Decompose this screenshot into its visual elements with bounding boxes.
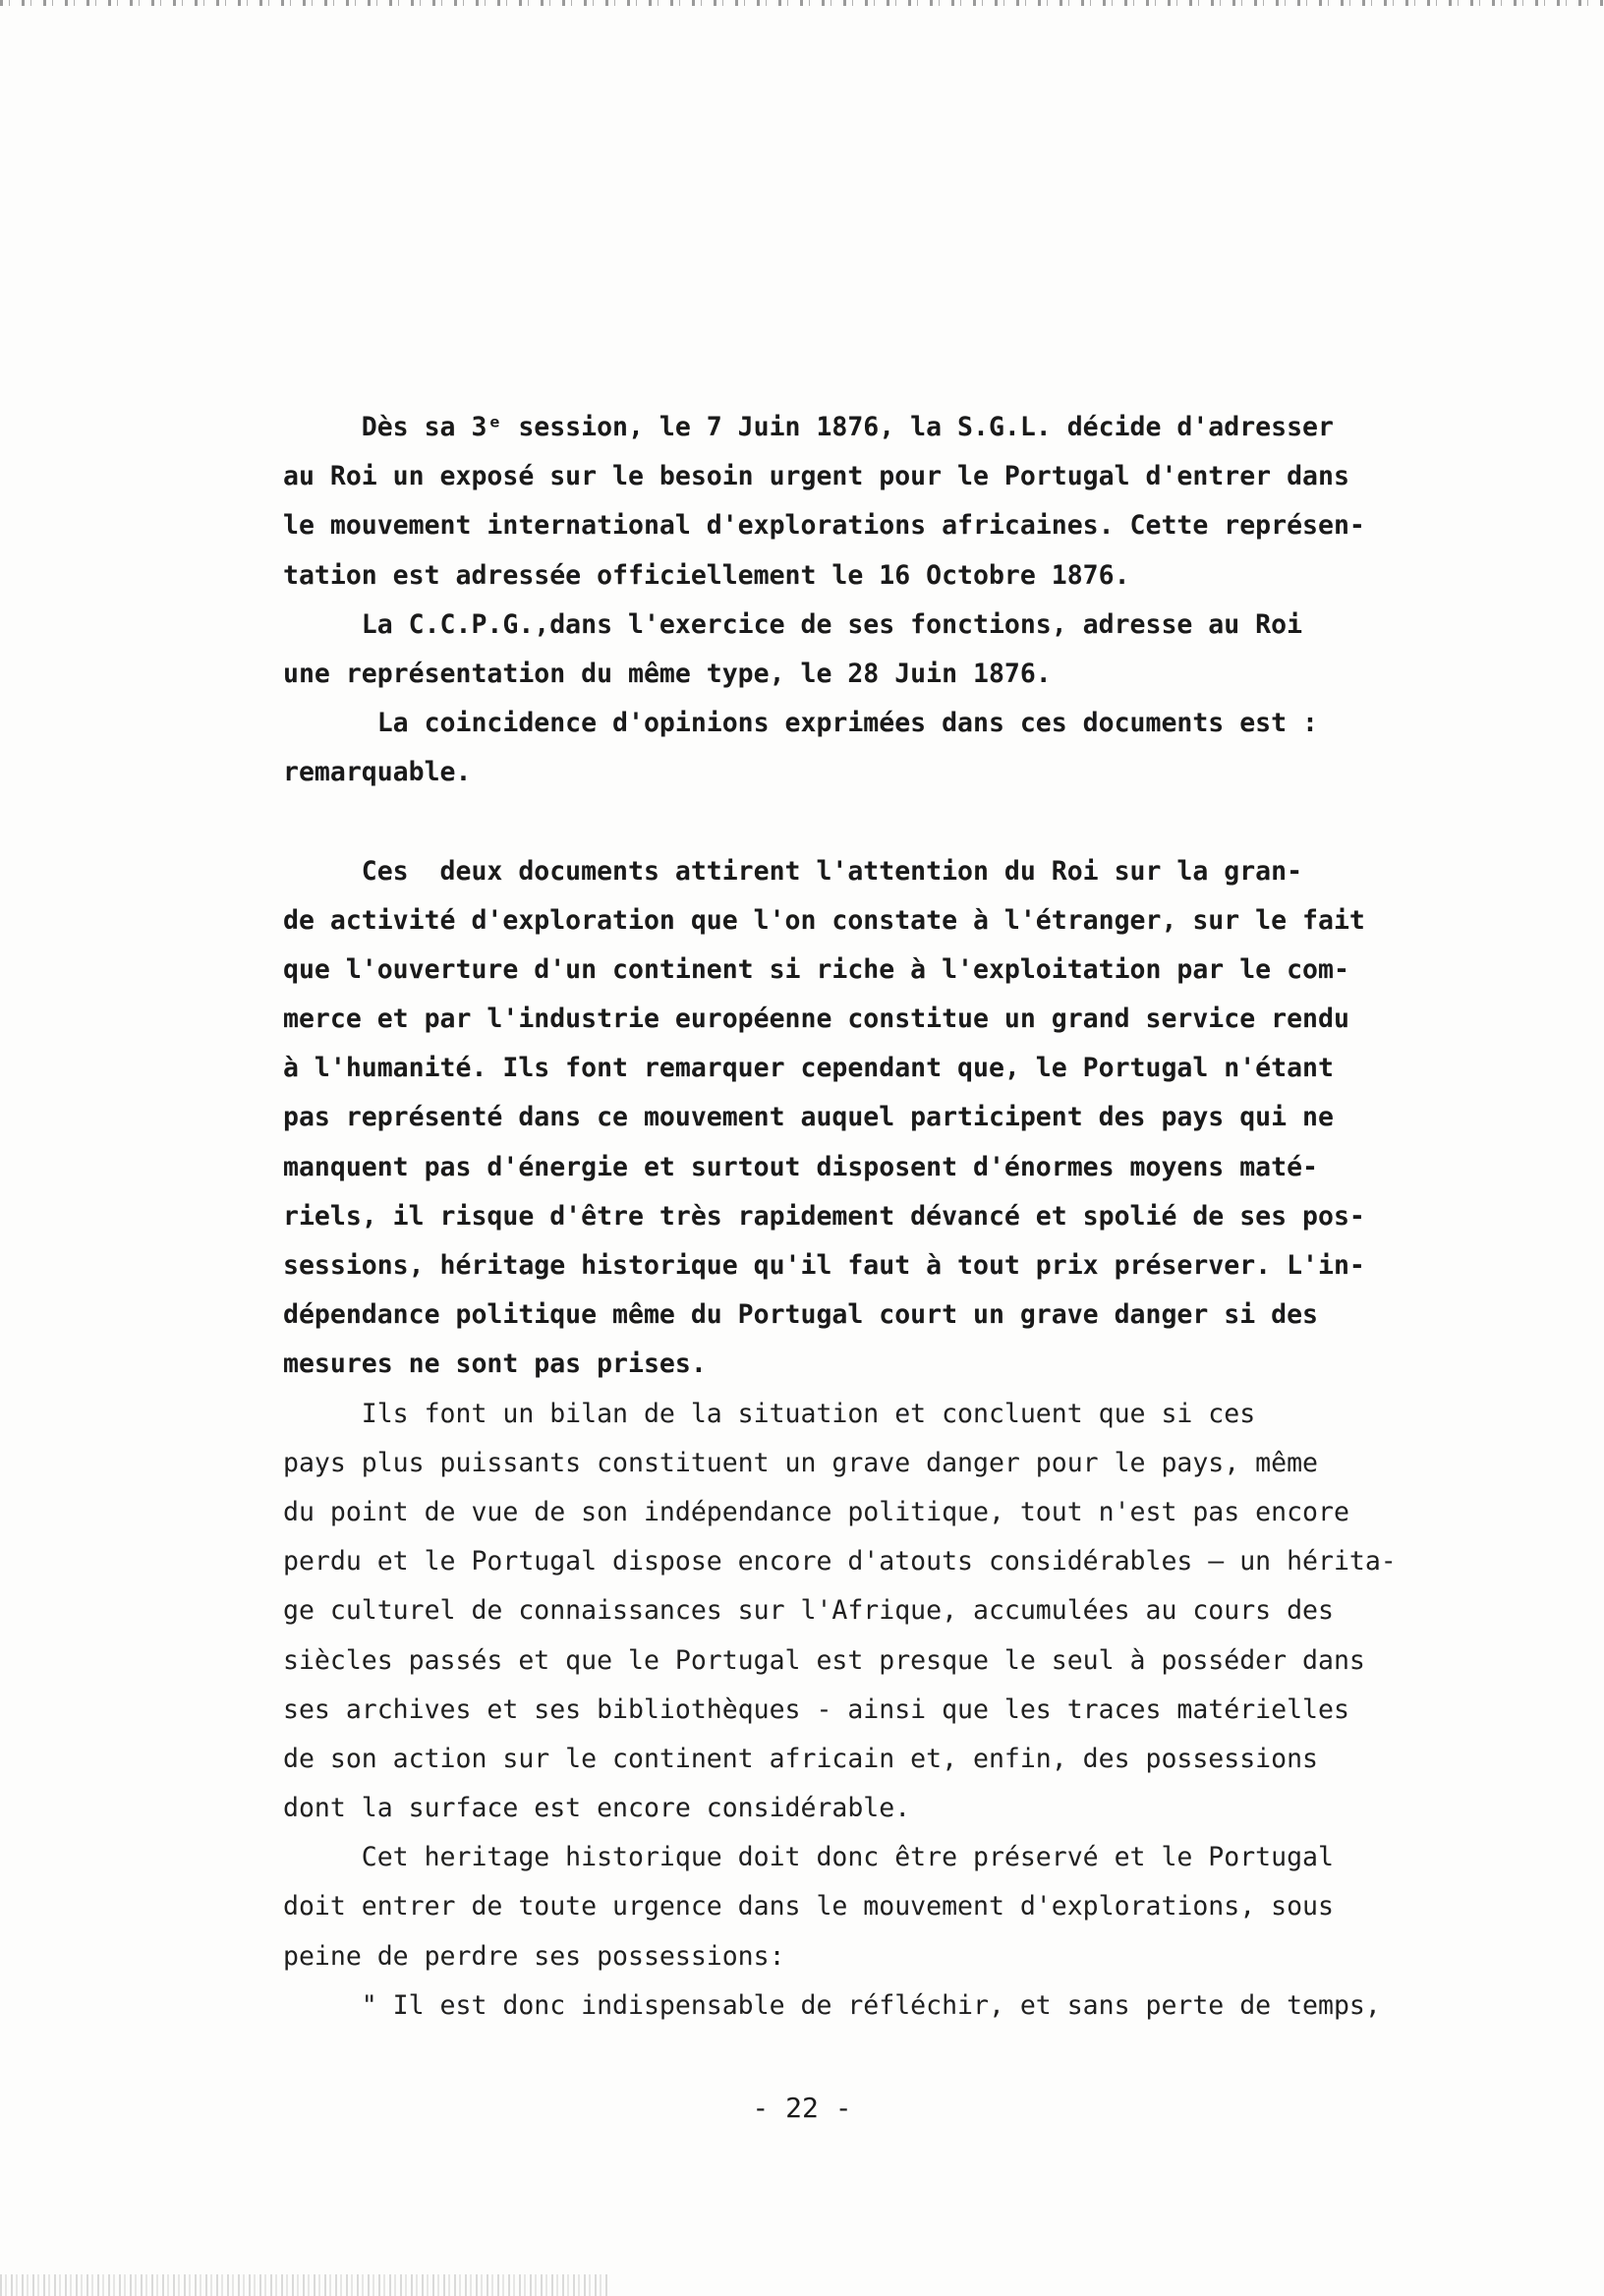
text-line: Cet heritage historique doit donc être préservé et le Portugal — [283, 1842, 1334, 1873]
text-line: Ils font un bilan de la situation et concluent que si ces — [283, 1398, 1256, 1429]
paragraph-p7 — [283, 1981, 1492, 2031]
text-line: mesures ne sont pas prises. — [283, 1349, 707, 1380]
text-line: de activité d'exploration que l'on constate à l'étranger, sur le fait — [283, 904, 1365, 936]
text-line: La C.C.P.G.,dans l'exercice de ses fonctions, adresse au Roi — [283, 608, 1303, 640]
text-line: une représentation du même type, le 28 Juin 1876. — [283, 658, 1052, 689]
text-line: riels, il risque d'être très rapidement dévancé et spolié de ses pos- — [283, 1200, 1365, 1232]
text-line: à l'humanité. Ils font remarquer cependant que, le Portugal n'étant — [283, 1053, 1334, 1084]
paragraph-p3 — [283, 699, 1492, 797]
text-line: du point de vue de son indépendance politique, tout n'est pas encore — [283, 1496, 1349, 1527]
text-line: de son action sur le continent africain et, enfin, des possessions — [283, 1743, 1318, 1774]
text-line: dépendance politique même du Portugal court un grave danger si des — [283, 1299, 1318, 1331]
document-body — [283, 403, 1492, 2031]
paragraph-p6 — [283, 1833, 1492, 1981]
text-line: remarquable. — [283, 757, 472, 788]
text-line: perdu et le Portugal dispose encore d'atouts considérables — un hérita- — [283, 1546, 1397, 1578]
paragraph-p2 — [283, 601, 1492, 699]
text-line: pays plus puissants constituent un grave danger pour le pays, même — [283, 1447, 1318, 1478]
text-line: Ces deux documents attirent l'attention du Roi sur la gran- — [283, 855, 1303, 887]
text-line: le mouvement international d'explorations africaines. Cette représen- — [283, 510, 1365, 542]
paragraph-p5 — [283, 1390, 1492, 1834]
text-line: au Roi un exposé sur le besoin urgent pour le Portugal d'entrer dans — [283, 461, 1349, 492]
text-line: manquent pas d'énergie et surtout disposent d'énormes moyens maté- — [283, 1151, 1318, 1182]
text-line: dont la surface est encore considérable. — [283, 1793, 911, 1824]
paragraph-gap — [283, 798, 1492, 847]
text-line: " Il est donc indispensable de réfléchir, et sans perte de temps, — [283, 1989, 1381, 2021]
paragraph-p4 — [283, 847, 1492, 1390]
text-line: que l'ouverture d'un continent si riche à l'exploitation par le com- — [283, 953, 1349, 985]
scan-edge-top — [0, 0, 1604, 6]
paragraph-p1 — [283, 403, 1492, 601]
text-line: ses archives et ses bibliothèques - ainsi que les traces matérielles — [283, 1693, 1349, 1725]
scan-edge-bottom — [0, 2274, 609, 2296]
text-line: siècles passés et que le Portugal est presque le seul à posséder dans — [283, 1644, 1365, 1676]
text-line: La coincidence d'opinions exprimées dans ces documents est : — [283, 708, 1318, 739]
page-number: - 22 - — [752, 2092, 852, 2124]
text-line: merce et par l'industrie européenne constitue un grand service rendu — [283, 1004, 1349, 1035]
text-line: Dès sa 3ᵉ session, le 7 Juin 1876, la S.G.L. décide d'adresser — [283, 412, 1334, 442]
text-line: peine de perdre ses possessions: — [283, 1940, 785, 1972]
text-line: tation est adressée officiellement le 16 Octobre 1876. — [283, 559, 1130, 591]
text-line: sessions, héritage historique qu'il faut à tout prix préserver. L'in- — [283, 1250, 1365, 1281]
text-line: doit entrer de toute urgence dans le mouvement d'explorations, sous — [283, 1891, 1334, 1923]
text-line: pas représenté dans ce mouvement auquel participent des pays qui ne — [283, 1102, 1334, 1133]
text-line: ge culturel de connaissances sur l'Afrique, accumulées au cours des — [283, 1595, 1334, 1627]
